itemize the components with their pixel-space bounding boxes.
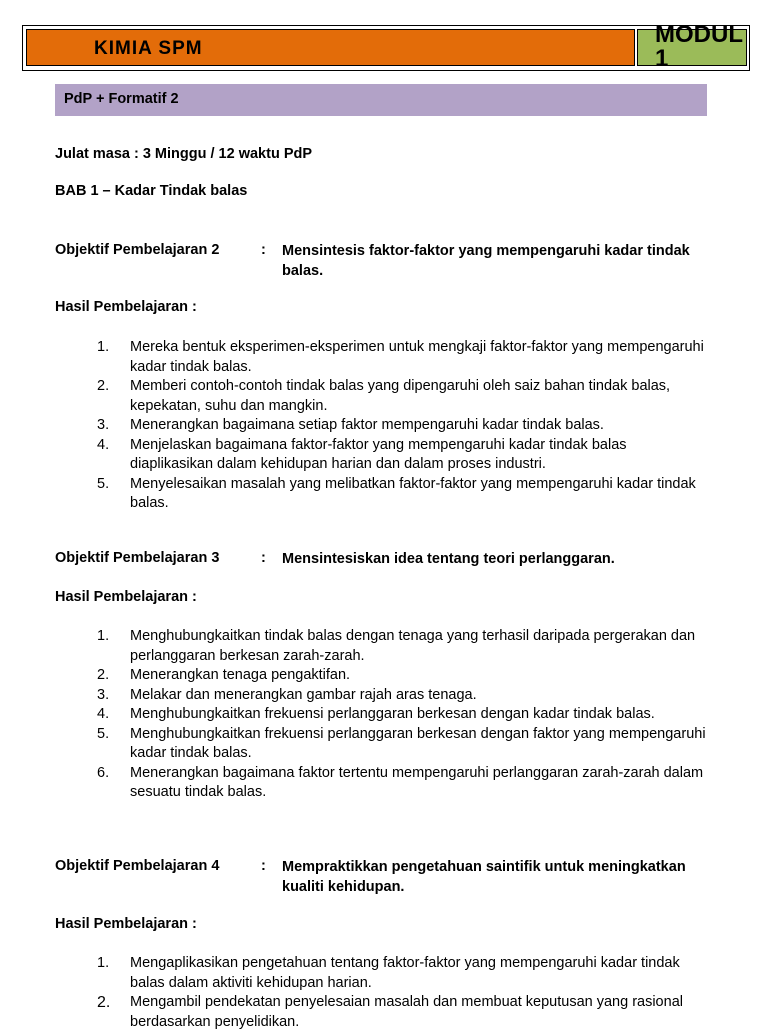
list-item: 2. Menerangkan tenaga pengaktifan. — [97, 667, 351, 683]
objective-text: Mensintesis faktor-faktor yang mempengaruhi kadar tindak balas. — [282, 243, 690, 279]
list-item: 3. Menerangkan bagaimana setiap faktor mempengaruhi kadar tindak balas. — [97, 417, 604, 433]
list-item: 2. Mengambil pendekatan penyelesaian masalah dan membuat keputusan yang rasional berdasarkan penyelidikan. — [97, 994, 683, 1030]
list-item: 5. Menyelesaikan masalah yang melibatkan faktor-faktor yang mempengaruhi kadar tindak balas. — [97, 475, 696, 511]
pdp-formatif-label: PdP + Formatif 2 — [64, 91, 179, 107]
pdp-formatif-bar — [55, 84, 707, 116]
objective-colon: : — [261, 550, 266, 566]
objective-label: Objektif Pembelajaran 3 — [55, 550, 220, 566]
header-modul: MODUL 1 — [655, 21, 743, 72]
list-item: 2. Memberi contoh-contoh tindak balas yang dipengaruhi oleh saiz bahan tindak balas, kepekatan, suhu dan mangkin. — [97, 378, 671, 414]
objective-text: Mempraktikkan pengetahuan saintifik untuk meningkatkan kualiti kehidupan. — [282, 859, 686, 895]
list-item: 4. Menjelaskan bagaimana faktor-faktor yang mempengaruhi kadar tindak balas diaplikasikan dalam kehidupan harian dan dalam proses industri. — [97, 436, 627, 472]
header-modul-box — [637, 21, 747, 72]
document-header — [22, 21, 750, 72]
hasil-label: Hasil Pembelajaran : — [55, 589, 197, 605]
objective-label: Objektif Pembelajaran 4 — [55, 858, 220, 874]
list-item: 4. Menghubungkaitkan frekuensi perlanggaran berkesan dengan kadar tindak balas. — [97, 706, 655, 722]
hasil-list-4 — [0, 954, 768, 1032]
list-item: 1. Mereka bentuk eksperimen-eksperimen untuk mengkaji faktor-faktor yang mempengaruhi kadar tindak balas. — [97, 339, 704, 375]
hasil-list-2 — [0, 338, 768, 514]
objective-colon: : — [261, 242, 266, 258]
bab-title: BAB 1 – Kadar Tindak balas — [55, 183, 248, 199]
objective-label: Objektif Pembelajaran 2 — [55, 242, 220, 258]
hasil-label: Hasil Pembelajaran : — [55, 299, 197, 315]
list-item: 6. Menerangkan bagaimana faktor tertentu mempengaruhi perlanggaran zarah-zarah dalam sesuatu tindak balas. — [97, 764, 704, 800]
header-title-box — [26, 29, 635, 66]
julat-masa: Julat masa : 3 Minggu / 12 waktu PdP — [55, 146, 313, 162]
list-item: 1. Menghubungkaitkan tindak balas dengan tenaga yang terhasil daripada pergerakan dan perlanggaran berkesan zarah-zarah. — [97, 628, 696, 664]
list-item: 1. Mengaplikasikan pengetahuan tentang faktor-faktor yang mempengaruhi kadar tindak balas dalam aktiviti kehidupan harian. — [97, 955, 680, 991]
hasil-list-3 — [0, 627, 768, 803]
list-item: 5. Menghubungkaitkan frekuensi perlanggaran berkesan dengan faktor yang mempengaruhi kadar tindak balas. — [97, 725, 706, 761]
objective-text: Mensintesiskan idea tentang teori perlanggaran. — [282, 551, 615, 567]
list-item: 3. Melakar dan menerangkan gambar rajah aras tenaga. — [97, 686, 477, 703]
hasil-label: Hasil Pembelajaran : — [55, 916, 197, 932]
objective-colon: : — [261, 858, 266, 874]
header-title: KIMIA SPM — [94, 38, 203, 59]
